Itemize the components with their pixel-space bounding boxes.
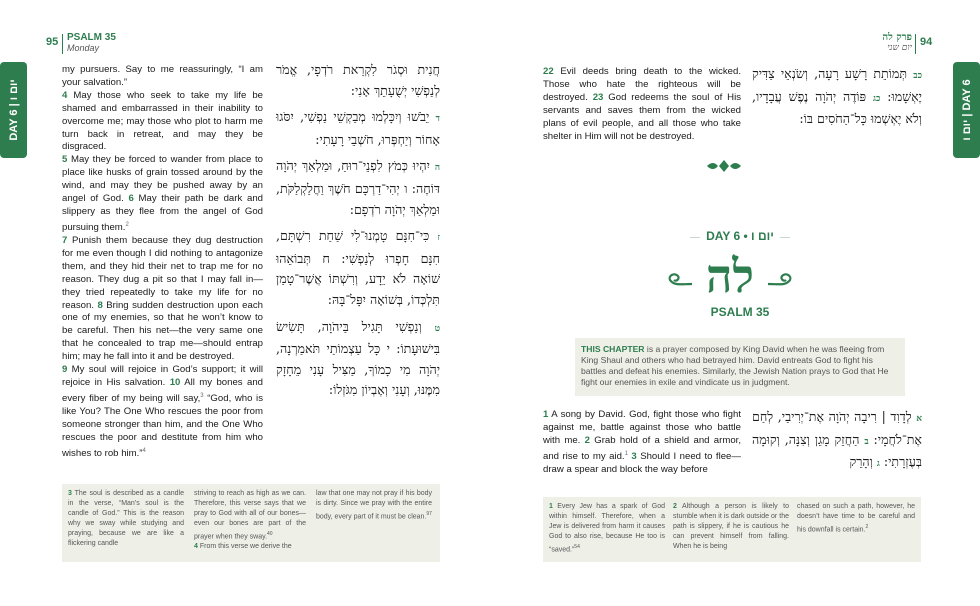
- intro-text: is a prayer composed by King David when he was fleeing from King Shaul and others who had betrayed him. David entreats God to fight his battles and defeat his enemies. Similarly, the Jewish Nation prays to God that He fight our enemies in exile and vindicate us in judgment.: [581, 344, 889, 387]
- day-badge: [690, 227, 790, 247]
- english-paragraph: my pursuers. Say to me reassuringly, “I am your salvation.”: [62, 64, 263, 88]
- english-paragraph: 5 May they be forced to wander from place to place like husks of grain tossed around by the wind, and may they be pushed away by an angel of God. 6 May their path be dark and slippery as they flee from the angel of God pursuing them.$^2$: [62, 154, 263, 234]
- running-title: PSALM 35: [67, 32, 116, 43]
- day-side-tab-right[interactable]: [953, 62, 980, 158]
- hebrew-verse: א לְדָוִד | רִיבָה יְהֹוָה אֶת־יְרִיבַי, לְחַם אֶת־לֹחֲמָי: ב הַחֲזֵק מָגֵן וְצִנָּה, וְקוּמָה בְּעֶזְרָתִי: ג וְהָרֵק: [752, 409, 922, 470]
- english-paragraph: 9 My soul will rejoice in God’s support; it will rejoice in His salvation. 10 All my bones and every fiber of my being will say,$^3$ “God, who is like You? The One Who rescues the poor from someone stronger than him, and the One Who rescues the poor and destitute from him who wishes to rob him.”$^4$: [62, 364, 263, 459]
- footnote: striving to reach as high as we can. Therefore, this verse says that we pray to God with all of our bones—even our bones are part of the prayer when they sway.$^{40}$ 4 From this verse we derive the: [194, 490, 306, 551]
- hebrew-verse: חֲנִית וּסְגֹר לִקְרַאת רֹדְפָי, אֱמֹר לְנַפְשִׁי יְשֻׁעָתֵךְ אָנִי:: [276, 62, 440, 98]
- verse-number: 23: [592, 91, 604, 103]
- intro-lead: THIS CHAPTER: [581, 344, 645, 354]
- hebrew-column-right-bottom: [752, 407, 922, 481]
- chapter-heading: [668, 249, 792, 308]
- footnote: 2 Although a person is likely to stumble when it is dark outside or the path is slippery, if he is cautious he can prevent himself from falling. When he is being: [673, 503, 789, 550]
- running-header-left: [67, 33, 116, 53]
- day-side-tab-left[interactable]: [0, 62, 27, 158]
- hebrew-verse: ט וְנַפְשִׁי תָּגִיל בַּיהֹוָה, תָּשִׂישׂ בִּישׁוּעָתוֹ: י כָּל עַצְמוֹתַי תֹּאמַרְנָה, יְהֹוָה מִי כָמוֹךָ, מַצִּיל עָנִי מֵחָזָק מִמֶּנּוּ, וְעָנִי וְאֶבְיוֹן מִגֹּזְלוֹ:: [276, 318, 440, 398]
- side-tab-label: DAY 6 | יום ו: [7, 79, 20, 141]
- chapter-number-hebrew: לה: [706, 249, 754, 303]
- verse-number: 5: [62, 154, 68, 166]
- verse-number: 6: [128, 193, 134, 205]
- header-divider: [62, 34, 63, 54]
- footnote: chased on such a path, however, he doesn’t have time to be careful and his downfall is certain.$^2$: [797, 503, 915, 534]
- verse-number: 4: [62, 89, 68, 101]
- day-badge-label: DAY 6 • יום ו: [700, 229, 780, 243]
- page-number-left: 95: [46, 36, 59, 48]
- hebrew-column-right-top: [752, 64, 922, 136]
- verse-number: 3: [631, 450, 637, 462]
- footnote: 1 Every Jew has a spark of God within himself. Therefore, when a Jew is delivered from harm it causes God to also rise, because He too is “saved.”$^{54}$: [549, 503, 665, 554]
- running-subtitle: יום שני: [887, 43, 912, 53]
- english-paragraph: 7 Punish them because they dug destruction for me even though I did nothing to antagonize them, and they hid their net to trap me for no reason. They dug a pit so that I may fall in—they tried repeatedly to take my life for no reason. 8 Bring sudden destruction upon each one of my enemies, so that he won’t know to be careful. Then his net—the very same one that he concealed to trap me—should entrap him; may he fall into it and be destroyed.: [62, 234, 263, 363]
- footnote-ref[interactable]: 4: [142, 447, 146, 454]
- english-paragraph: 4 May those who seek to take my life be shamed and embarrassed in their inability to overcome me; may those who plot to harm me turn back in retreat, and may they be disgraced.: [62, 89, 263, 153]
- english-paragraph: 1 A song by David. God, fight those who fight against me, battle against those who battle with me. 2 Grab hold of a shield and armor, and rise to my aid.$^1$ 3 Should I need to flee—draw a spear and block the way before: [543, 409, 741, 475]
- hebrew-verse: ז כִּי־חִנָּם טָמְנוּ־לִי שַׁחַת רִשְׁתָּם, חִנָּם חָפְרוּ לְנַפְשִׁי: ח תְּבוֹאֵהוּ שׁוֹאָה לֹא יֵדָע, וְרִשְׁתּוֹ אֲשֶׁר־טָמַן תִּלְכְּדוֹ, בְּשׁוֹאָה יִפָּל־בָּהּ:: [276, 228, 440, 307]
- english-paragraph: 22 Evil deeds bring death to the wicked. Those who hate the righteous will be destroyed. 23 God redeems the soul of His servants and saves them from the wicked plans of evil people, and all those who take shelter in Him will not be destroyed.: [543, 66, 742, 142]
- page-number-right: 94: [920, 36, 933, 48]
- chapter-intro: [575, 338, 905, 396]
- running-subtitle: Monday: [67, 43, 100, 53]
- verse-number: 22: [543, 66, 554, 77]
- running-header-right: [870, 33, 912, 53]
- verse-number: 8: [97, 299, 103, 311]
- footnote-ref[interactable]: 2: [125, 221, 129, 228]
- footnote: 3 The soul is described as a candle in the verse, “Man’s soul is the candle of God.” This is the reason why we sway while studying and praying, because we are like a flickering candle: [68, 490, 184, 547]
- flourish-left-icon: [668, 270, 694, 292]
- chapter-title-english: PSALM 35: [710, 305, 770, 319]
- ornament-icon: [705, 158, 743, 174]
- hebrew-verse: כב תְּמוֹתֵת רָשָׁע רָעָה, וְשֹׂנְאֵי צַדִּיק יֶאְשָׁמוּ: כג פּוֹדֶה יְהֹוָה נֶפֶשׁ עֲבָדָיו, וְלֹא יֶאְשְׁמוּ כָּל־הַחֹסִים בּוֹ:: [752, 66, 922, 127]
- side-tab-label: יום ו | DAY 6: [960, 79, 973, 141]
- verse-number: 7: [62, 234, 68, 246]
- footnote-ref[interactable]: 3: [200, 392, 204, 399]
- footnote-ref[interactable]: 1: [624, 450, 628, 457]
- hebrew-verse: ד יֵבֹשׁוּ וְיִכָּלְמוּ מְבַקְשֵׁי נַפְשִׁי, יִסֹּגוּ אָחוֹר וְיַחְפְּרוּ, חֹשְׁבֵי רָעָתִי:: [276, 109, 440, 147]
- running-title: פרק לה: [882, 32, 912, 43]
- verse-number: 9: [62, 364, 68, 376]
- english-column-right-bottom: [543, 409, 741, 477]
- english-column-right-top: [543, 66, 741, 143]
- verse-number: 2: [584, 434, 590, 446]
- header-divider: [915, 34, 916, 54]
- verse-number: 10: [169, 376, 181, 388]
- footnote: law that one may not pray if his body is dirty. Since we pray with the entire body, every part of it must be clean.$^{97}$: [316, 490, 432, 521]
- flourish-right-icon: [766, 270, 792, 292]
- hebrew-verse: ה יִהְיוּ כְּמֹץ לִפְנֵי־רוּחַ, וּמַלְאַךְ יְהֹוָה דּוֹחֶה: ו יְהִי־דַרְכָּם חֹשֶׁךְ וַחֲלַקְלַקֹּת, וּמַלְאַךְ יְהֹוָה רֹדְפָם:: [276, 158, 440, 217]
- verse-number: 1: [543, 409, 549, 420]
- hebrew-column-left: [276, 60, 440, 407]
- english-column-left: [62, 64, 263, 461]
